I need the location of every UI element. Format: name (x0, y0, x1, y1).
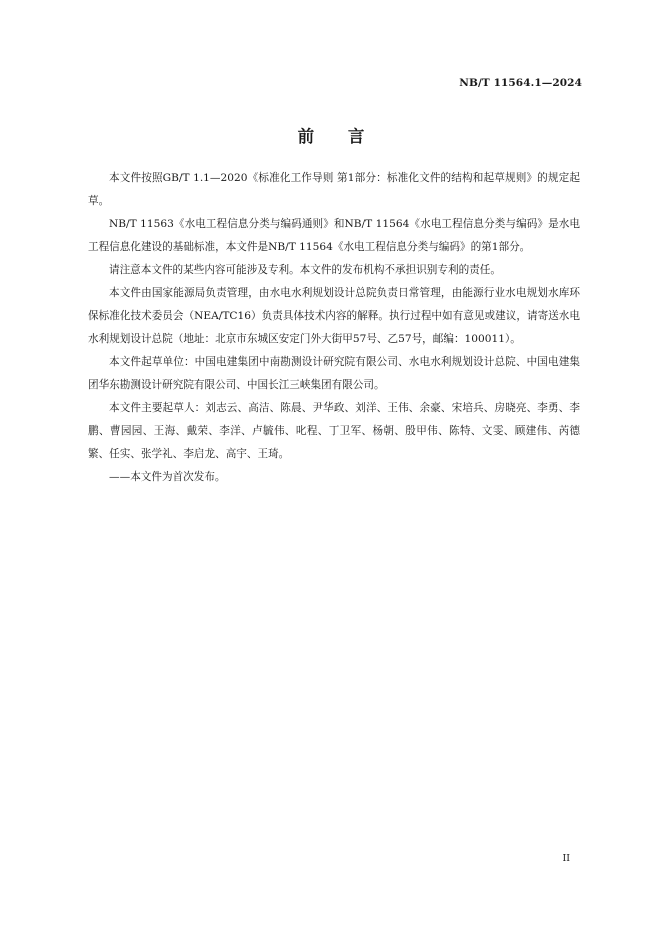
paragraph-first-release: ——本文件为首次发布。 (109, 471, 226, 483)
preface-body (88, 167, 580, 489)
paragraph-drafting-units: 本文件起草单位：中国电建集团中南勘测设计研究院有限公司、水电水利规划设计总院、中国电建集团华东勘测设计研究院有限公司、中国长江三峡集团有限公司。 (88, 356, 580, 391)
document-code: NB/T 11564.1—2024 (459, 77, 582, 89)
paragraph-drafting-rules: 本文件按照GB/T 1.1—2020《标准化工作导则 第1部分：标准化文件的结构和起草规则》的规定起草。 (88, 172, 580, 207)
page-number: II (562, 853, 570, 864)
paragraph-patent-notice: 请注意本文件的某些内容可能涉及专利。本文件的发布机构不承担识别专利的责任。 (109, 264, 501, 276)
paragraph-standard-relation: NB/T 11563《水电工程信息分类与编码通则》和NB/T 11564《水电工程信息分类与编码》是水电工程信息化建设的基础标准，本文件是NB/T 11564《水电工程信息分类与编码》的第1部分。 (88, 218, 580, 253)
paragraph-management: 本文件由国家能源局负责管理，由水电水利规划设计总院负责日常管理，由能源行业水电规划水库环保标准化技术委员会（NEA/TC16）负责具体技术内容的解释。执行过程中如有意见或建议，请寄送水电水利规划设计总院（地址：北京市东城区安定门外大街甲57号、乙57号，邮编：100011）。 (88, 287, 580, 345)
page-title: 前 言 (297, 127, 379, 146)
paragraph-drafters: 本文件主要起草人：刘志云、高洁、陈晨、尹华政、刘洋、王伟、余豪、宋培兵、房晓亮、李勇、李鹏、曹园园、王海、戴荣、李洋、卢毓伟、叱程、丁卫军、杨朝、殷甲伟、陈特、文雯、顾建伟、芮德繁、任实、张学礼、李启龙、高宇、王琦。 (88, 402, 580, 460)
